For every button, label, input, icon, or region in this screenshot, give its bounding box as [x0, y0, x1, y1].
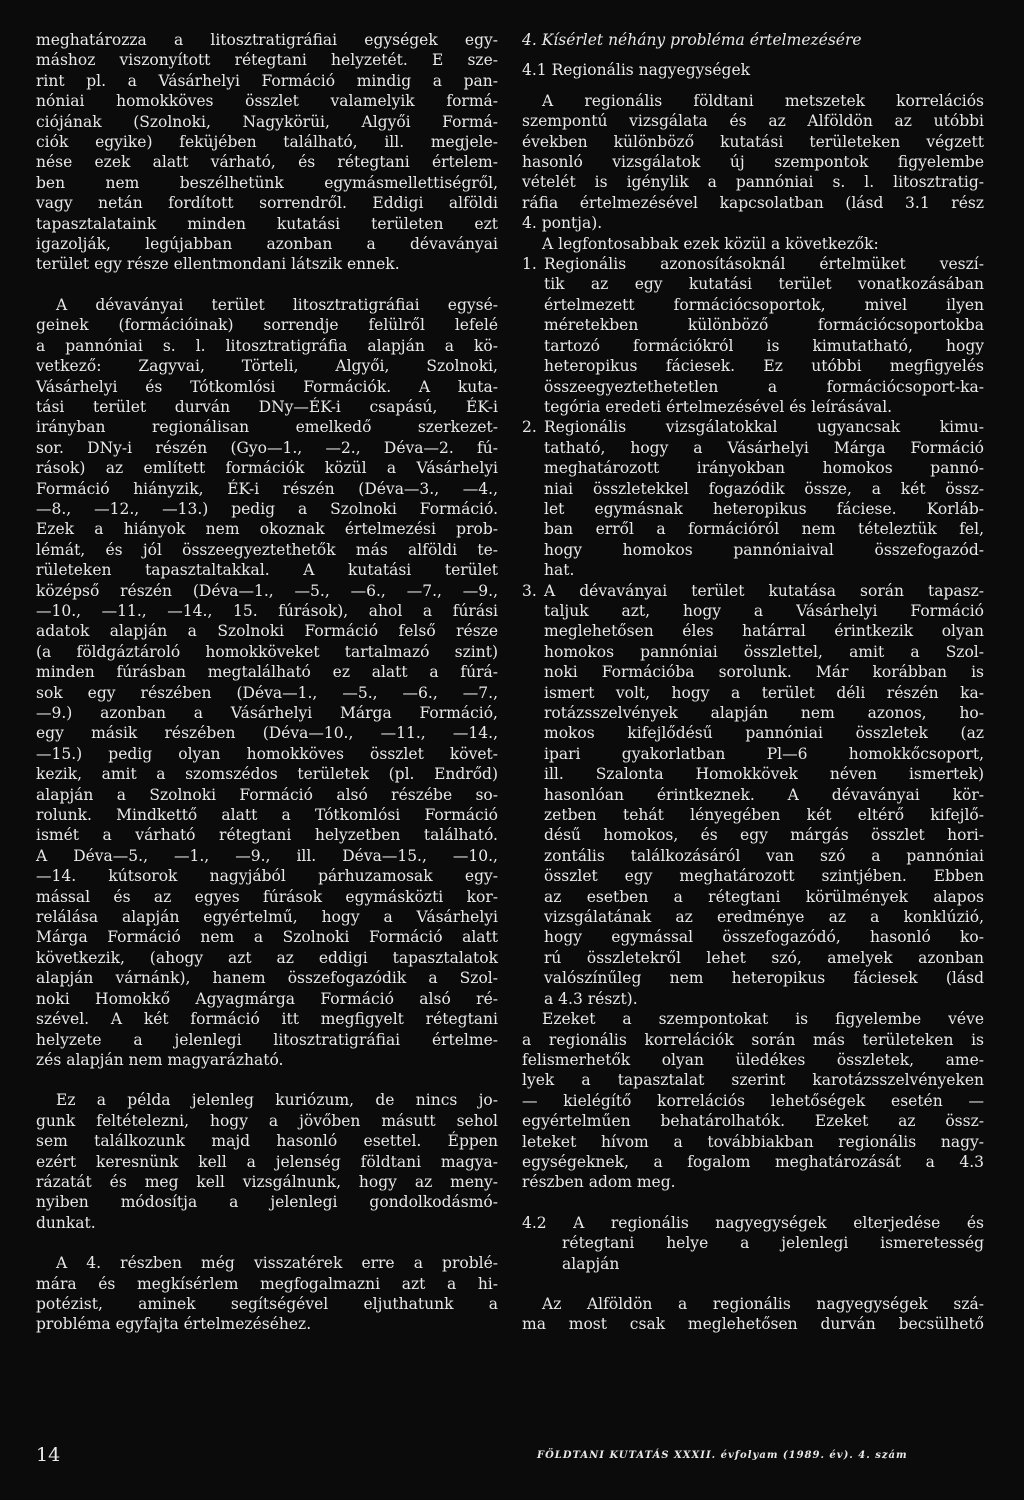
- text-line: a 4.3 részt).: [544, 989, 638, 1008]
- text-line: relálása alapján egyértelmű, hogy a Vásárhelyi: [36, 908, 498, 927]
- text-line: értelmezett formációcsoportok, mivel ilyen: [544, 295, 984, 314]
- right-column: [522, 30, 984, 1335]
- text-line: ezért keresnünk kell a jelenség földtani magya-: [36, 1152, 498, 1171]
- text-line: —9.) azonban a Vásárhelyi Márga Formáció,: [36, 704, 498, 722]
- text-line: A 4. részben még visszatérek erre a problé-: [56, 1254, 498, 1273]
- subsection-heading-4-1: 4.1 Regionális nagyegységek: [522, 61, 751, 80]
- left-column: [36, 30, 498, 1335]
- text-line: irányban regionálisan emelkedő szerkezet-: [36, 418, 498, 437]
- text-line: Ez a példa jelenleg kuriózum, de nincs jo-: [56, 1091, 498, 1110]
- text-line: középső részén (Déva—1., —5., —6., —7., —9.,: [36, 581, 498, 600]
- text-line: rületeken tapasztaltakkal. A kutatási terület: [36, 561, 498, 580]
- numbered-list: [522, 254, 984, 1009]
- text-line: a pannóniai s. l. litosztratigráfia alapján a kö-: [36, 336, 498, 355]
- paragraph-4: [36, 1253, 498, 1335]
- text-line: tegória eredeti értelmezésével és leírásával.: [544, 397, 893, 416]
- text-line: egységeknek, a fogalom meghatározását a 4.3: [522, 1152, 984, 1171]
- text-line: potézist, aminek segítségével eljuthatunk a: [36, 1294, 498, 1313]
- text-line: a regionális korrelációk során más területeken is: [522, 1030, 984, 1049]
- text-line: igazolják, legújabban azonban a dévaványai: [36, 235, 498, 254]
- text-line: mással és az egyes fúrások egymásközti kor-: [36, 887, 498, 906]
- text-line: Regionális vizsgálatokkal ugyancsak kimu-: [544, 418, 984, 437]
- text-line: A Déva—5., —1., —9., ill. Déva—15., —10.,: [36, 846, 498, 865]
- text-line: ma most csak meglehetősen durván becsülhető: [522, 1315, 984, 1334]
- list-item: [522, 417, 984, 580]
- text-line: vizsgálatának az eredménye az a konklúzió,: [544, 908, 984, 927]
- text-line: nóniai homokköves összlet valamelyik formá-: [36, 92, 498, 111]
- text-line: nése ezek alatt várható, és rétegtani értelem-: [36, 153, 498, 172]
- text-line: hogy homokos pannóniaival összefogazód-: [544, 540, 984, 559]
- text-line: let egymásnak heteropikus fáciese. Korláb-: [544, 499, 984, 518]
- text-line: désű homokos, és egy márgás összlet hori-: [544, 826, 984, 845]
- text-line: kezik, amit a szomszédos területek (pl. Endrőd): [36, 765, 498, 784]
- list-item-text: [544, 417, 984, 580]
- intro-paragraph: [522, 91, 984, 234]
- text-line: A dévaványai terület kutatása során tapasz-: [544, 581, 984, 600]
- text-line: hasonló vizsgálatok új szempontok figyelembe: [522, 153, 984, 172]
- text-line: alapján a Szolnoki Formáció alsó részébe so-: [36, 785, 498, 804]
- text-line: — kielégítő korrelációs lehetőségek esetén —: [522, 1091, 984, 1110]
- subsection-heading-4-2: [522, 1213, 984, 1274]
- text-line: Vásárhelyi és Tótkomlósi Formációk. A kuta-: [36, 377, 498, 396]
- text-line: probléma egyfajta értelmezéséhez.: [36, 1315, 312, 1334]
- text-line: adatok alapján a Szolnoki Formáció felső része: [36, 622, 498, 641]
- text-line: niai összletekkel fogazódik össze, a két össz-: [544, 479, 984, 498]
- text-line: taljuk azt, hogy a Vásárhelyi Formáció: [544, 601, 984, 620]
- text-line: rázatát és meg kell vizsgálnunk, hogy az meny-: [36, 1172, 498, 1191]
- text-line: ben nem beszélhetünk egymásmellettiségről,: [36, 173, 498, 192]
- paragraph-3: [36, 1090, 498, 1233]
- text-line: minden fúrásban megtalálható ez alatt a fúrá-: [36, 663, 498, 682]
- text-line: tik az egy kutatási terület vonatkozásában: [544, 275, 984, 294]
- journal-footer: FÖLDTANI KUTATÁS XXXII. évfolyam (1989. év). 4. szám: [537, 1450, 908, 1461]
- text-line: zontális találkozásáról van szó a pannóniai: [544, 846, 984, 865]
- text-line: —10., —11., —14., 15. fúrások), ahol a fúrási: [36, 601, 498, 620]
- text-line: következik, (ahogy azt az eddigi tapasztalatok: [36, 948, 498, 967]
- text-line: terület egy része ellentmondani látszik ennek.: [36, 255, 400, 274]
- paragraph-2: [36, 295, 498, 1070]
- text-line: összeegyeztethetetlen a formációcsoport-ka-: [544, 377, 984, 396]
- text-line: rú összletekről lehet szó, amelyek azonban: [544, 948, 984, 967]
- text-line: homokos pannóniai összlettel, amit a Szol-: [544, 642, 984, 661]
- text-line: dunkat.: [36, 1213, 96, 1232]
- text-line: tatható, hogy a Vásárhelyi Márga Formáció: [544, 438, 984, 457]
- text-line: ciójának (Szolnoki, Nagykörüi, Algyői Formá-: [36, 112, 498, 131]
- text-line: valószínűleg nem heteropikus fáciesek (lásd: [544, 969, 984, 988]
- text-line: ráfia értelmezésével kapcsolatban (lásd 3.1 rész: [522, 193, 984, 212]
- text-line: tapasztalataink minden kutatási területen ezt: [36, 214, 498, 233]
- text-line: —14. kútsorok nagyjából párhuzamosak egy-: [36, 867, 498, 886]
- text-line: noki Formációba sorolunk. Már korábban is: [544, 663, 984, 682]
- text-line: helyzete a jelenlegi litosztratigráfiai értelme-: [36, 1030, 498, 1049]
- text-line: egyértelműen behatárolhatók. Ezeket az össz-: [522, 1112, 984, 1131]
- text-line: 4.2 A regionális nagyegységek elterjedése és: [522, 1213, 984, 1232]
- text-line: ciók egyike) feküjében található, ill. megjele-: [36, 133, 498, 152]
- text-line: gunk feltételezni, hogy a jövőben másutt sehol: [36, 1111, 498, 1130]
- text-line: hat.: [544, 561, 575, 580]
- text-line: ismét a várható rétegtani helyzetben található.: [36, 826, 498, 845]
- text-line: hasonlóan érintkeznek. A dévaványai kör-: [544, 785, 984, 804]
- text-line: Ezeket a szempontokat is figyelembe véve: [542, 1010, 984, 1029]
- text-line: A regionális földtani metszetek korrelációs: [542, 91, 984, 110]
- text-line: méretekben különböző formációcsoportokba: [544, 316, 984, 335]
- text-line: zés alapján nem magyarázható.: [36, 1050, 284, 1069]
- text-line: meghatározott irányokban homokos pannó-: [544, 459, 984, 478]
- text-line: tási terület durván DNy—ÉK-i csapású, ÉK-i: [36, 397, 498, 416]
- text-line: A dévaványai terület litosztratigráfiai egysé-: [56, 295, 498, 314]
- text-line: Regionális azonosításoknál értelmüket veszí-: [544, 255, 984, 274]
- text-line: zetben tehát lényegében két eltérő kifejlő-: [544, 806, 984, 825]
- text-line: rások) az említett formációk közül a Vásárhelyi: [36, 459, 498, 478]
- text-line: meglehetősen éles határral érintkezik olyan: [544, 622, 984, 641]
- text-line: sok egy részében (Déva—1., —5., —6., —7.,: [36, 683, 498, 702]
- text-line: mára és megkísérlem megfogalmazni azt a hi-: [36, 1274, 498, 1293]
- text-line: szempontú vizsgálata és az Alföldön az utóbbi: [522, 112, 984, 131]
- text-line: részben adom meg.: [522, 1173, 676, 1192]
- text-line: mokos kifejlődésű pannóniai összletek (az: [544, 724, 984, 743]
- paragraph-1: [36, 30, 498, 275]
- text-line: rolunk. Mindkettő alatt a Tótkomlósi Formáció: [36, 806, 498, 825]
- list-item: [522, 254, 984, 417]
- list-item-number: 2.: [522, 418, 537, 437]
- list-item-number: 1.: [522, 255, 537, 274]
- text-line: nyiben módosítja a jelenlegi gondolkodásmó-: [36, 1193, 498, 1212]
- text-line: rotázsszelvények alapján nem azonos, ho-: [544, 704, 984, 722]
- text-line: vételét is igénylik a pannóniai s. l. litosztratig-: [522, 173, 984, 192]
- text-line: geinek (formációinak) sorrendje felülről lefelé: [36, 316, 498, 335]
- text-line: —8., —12., —13.) pedig a Szolnoki Formáció.: [36, 499, 498, 518]
- text-line: Ezek a hiányok nem okoznak értelmezési prob-: [36, 520, 498, 539]
- text-line: években különböző kutatási területeken végzett: [522, 132, 984, 151]
- text-line: 4. pontja).: [522, 214, 603, 233]
- text-line: alapján: [562, 1254, 620, 1273]
- list-item-text: [544, 581, 984, 1010]
- text-line: (a földgáztároló homokköveket tartalmazó szint): [36, 642, 498, 661]
- text-line: rint pl. a Vásárhelyi Formáció mindig a pan-: [36, 71, 498, 90]
- text-line: —15.) pedig olyan homokköves összlet követ-: [36, 744, 498, 763]
- text-line: ismert volt, hogy a terület déli részén ka-: [544, 683, 984, 702]
- text-line: noki Homokkő Agyagmárga Formáció alsó ré-: [36, 989, 498, 1008]
- text-line: sor. DNy-i részén (Gyo—1., —2., Déva—2. fú-: [36, 438, 498, 457]
- text-line: Az Alföldön a regionális nagyegységek szá-: [542, 1294, 984, 1313]
- text-line: Márga Formáció nem a Szolnoki Formáció alatt: [36, 928, 498, 947]
- text-line: felismerhetők olyan üledékes összletek, ame-: [522, 1050, 984, 1069]
- list-item: [522, 581, 984, 1010]
- text-line: vetkező: Zagyvai, Törteli, Algyői, Szolnoki,: [36, 357, 498, 376]
- text-line: lyek a tapasztalat szerint karotázsszelvényeken: [522, 1071, 984, 1090]
- text-line: ipari gyakorlatban Pl—6 homokkőcsoport,: [544, 744, 984, 763]
- text-line: vagy netán fordított sorrendről. Eddigi alföldi: [36, 194, 498, 213]
- text-line: az esetben a rétegtani körülmények alapos: [544, 887, 984, 906]
- text-line: egy másik részében (Déva—10., —11., —14.,: [36, 724, 498, 743]
- text-line: leteket hívom a továbbiakban regionális nagy-: [522, 1132, 984, 1151]
- text-line: rétegtani helye a jelenlegi ismeretesség: [562, 1234, 984, 1253]
- text-line: meghatározza a litosztratigráfiai egységek egy-: [36, 31, 498, 49]
- text-line: tartozó formációkról is kimutatható, hogy: [544, 336, 984, 355]
- page-number: 14: [36, 1444, 61, 1466]
- text-line: sem találkozunk majd hasonló esettel. Éppen: [36, 1132, 498, 1151]
- text-line: szével. A két formáció itt megfigyelt rétegtani: [36, 1010, 498, 1029]
- text-line: ill. Szalonta Homokkövek néven ismertek): [544, 765, 984, 784]
- list-item-text: [544, 254, 984, 417]
- text-line: összlet egy meghatározott szintjében. Ebben: [544, 867, 984, 886]
- list-item-number: 3.: [522, 581, 537, 600]
- text-line: Formáció hiányzik, ÉK-i részén (Déva—3., —4.,: [36, 479, 498, 498]
- lead-sentence: A legfontosabbak ezek közül a következők:: [542, 234, 879, 253]
- text-line: hogy egymással összefogazódó, hasonló ko-: [544, 928, 984, 947]
- text-line: ban erről a formációról nem tételeztük fel,: [544, 520, 984, 539]
- paragraph-after-list: [522, 1009, 984, 1193]
- text-line: heteropikus fáciesek. Ez utóbbi megfigyelés: [544, 357, 984, 376]
- section-heading-4: 4. Kísérlet néhány probléma értelmezésére: [522, 31, 862, 49]
- paragraph-last: [522, 1294, 984, 1335]
- text-line: alapján várnánk), hanem összefogazódik a Szol-: [36, 969, 498, 988]
- text-line: lémát, és jól összeegyeztethetők más alföldi te-: [36, 540, 498, 559]
- text-line: máshoz viszonyított rétegtani helyzetét. E sze-: [36, 51, 498, 70]
